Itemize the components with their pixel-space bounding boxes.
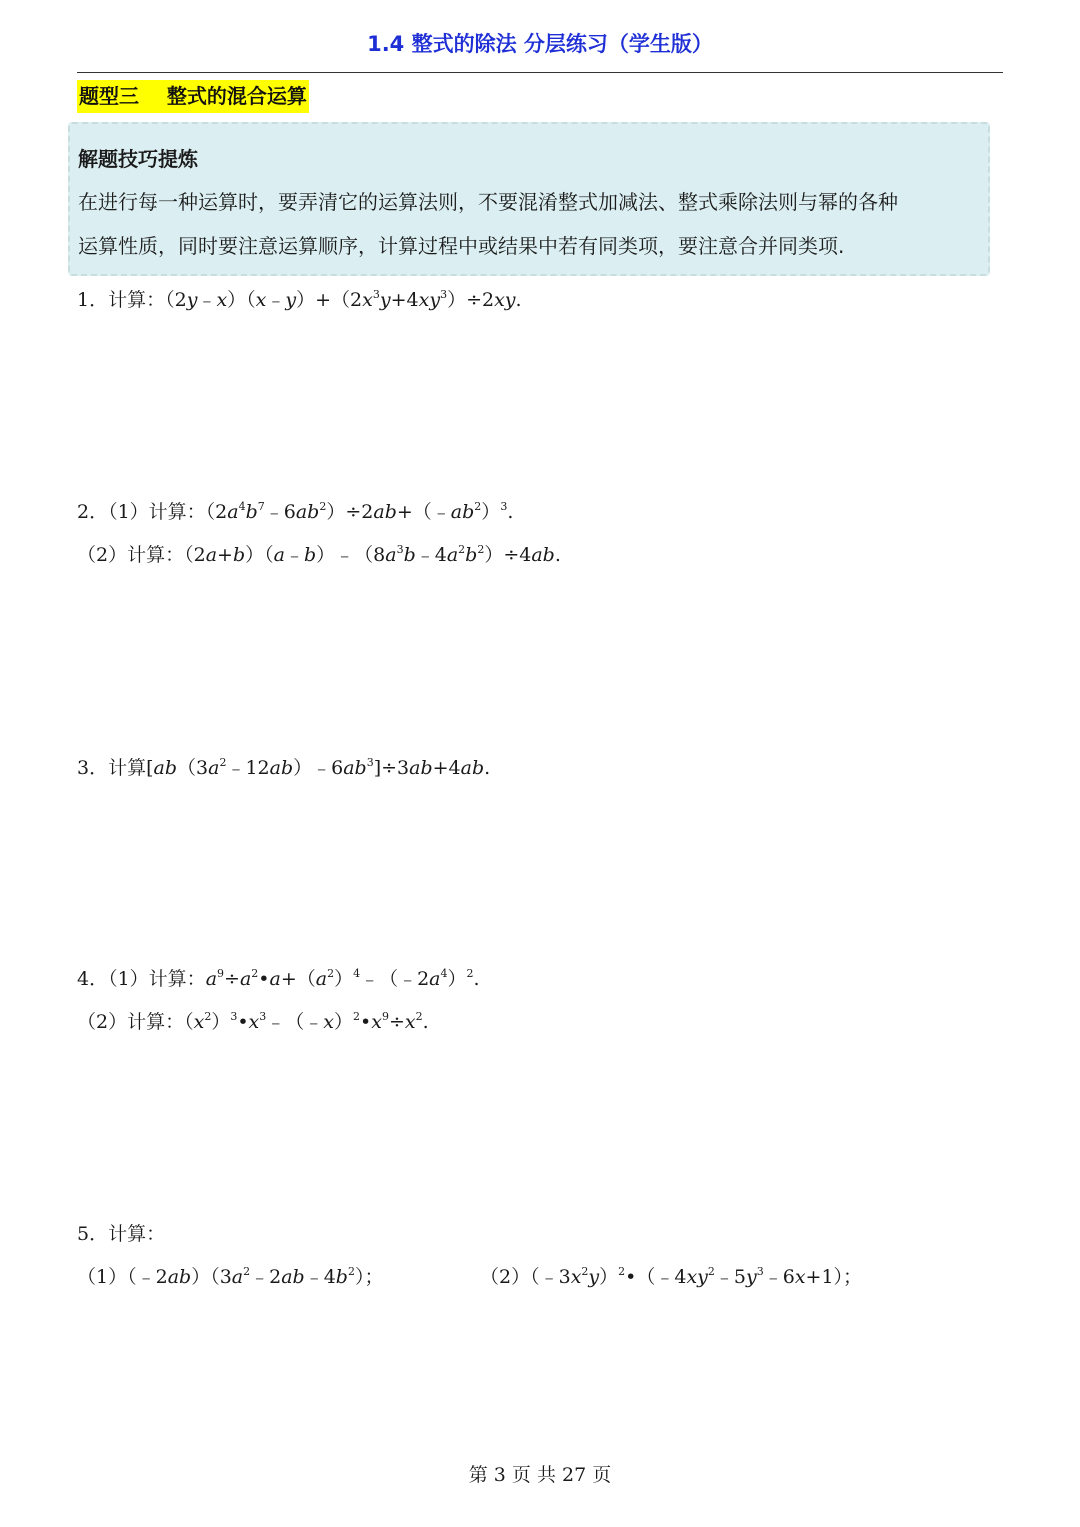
question-2-part-2: （2）计算：$(2a+b)(a﹣b)﹣(8a^3b﹣4a^2b^2)\div 4ab$. — [77, 543, 561, 566]
question-5: 5．计算： — [77, 1223, 166, 1245]
question-4-part-1: 4．（1）计算：$a^9\div a^2•a+(a^2)^4﹣(﹣2a^4)^2$. — [77, 967, 480, 990]
page-number: 第 3 页 共 27 页 — [468, 1464, 612, 1486]
question-5-part-2: $(2)(﹣3x^2y)^2•(﹣4xy^2﹣5y^3﹣6x+1)$； — [480, 1265, 863, 1288]
tips-title: 解题技巧提炼 — [78, 147, 198, 171]
question-5-part-1: $(1)(﹣2ab)(3a^2﹣2ab﹣4b^2)$； — [77, 1265, 384, 1288]
tips-line-1: 在进行每一种运算时，要弄清它的运算法则，不要混淆整式加减法、整式乘除法则与幂的各种 — [78, 190, 898, 214]
question-3: 3．计算$[ab(3a^2﹣12ab)﹣6ab^3]\div 3ab+4ab$. — [77, 756, 491, 779]
section-heading: 题型三 整式的混合运算 — [77, 80, 309, 113]
question-2-part-1: 2．（1）计算：$(2a^4b^7﹣6ab^2)\div 2ab+(﹣ab^2)^3$. — [77, 500, 514, 523]
document-title: 1.4 整式的除法 分层练习（学生版） — [367, 32, 713, 56]
question-1: 1．计算：$(2y﹣x)(x﹣y)+(2x^3y+4xy^3)\div 2xy$. — [77, 288, 522, 311]
tips-line-2: 运算性质，同时要注意运算顺序，计算过程中或结果中若有同类项，要注意合并同类项. — [78, 234, 845, 258]
question-4-part-2: （2）计算：$(x^2)^3•x^3﹣(﹣x)^2•x^9\div x^2$. — [77, 1010, 429, 1033]
header-divider — [77, 72, 1003, 73]
